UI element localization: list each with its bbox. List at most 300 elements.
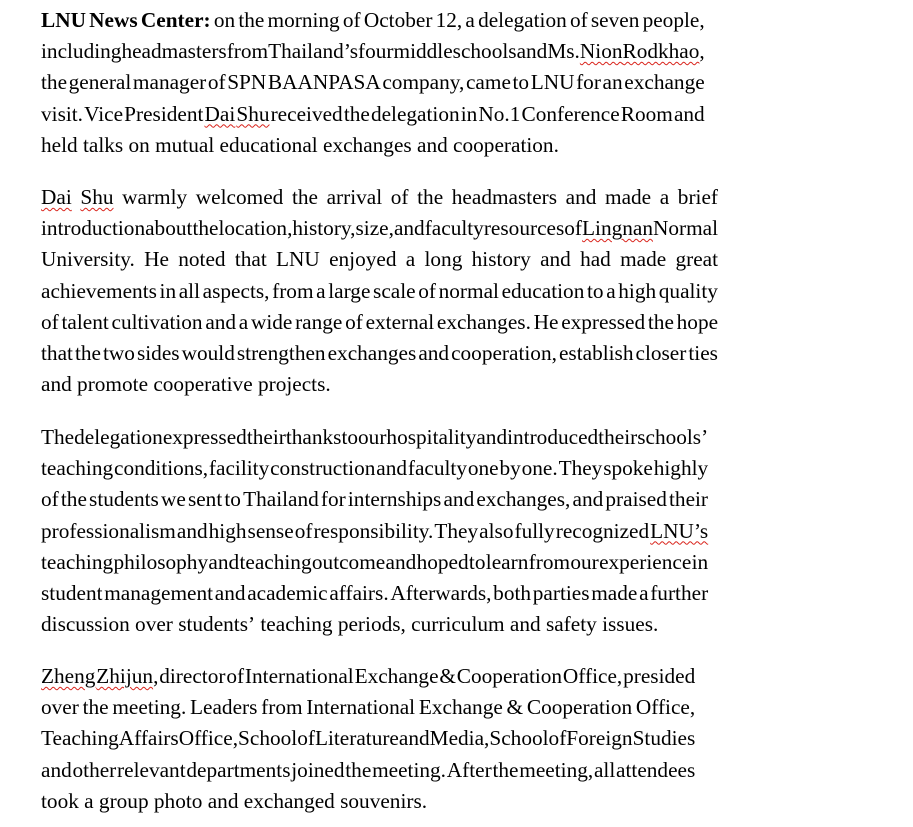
word bbox=[177, 516, 208, 547]
word bbox=[417, 182, 443, 213]
word bbox=[639, 578, 648, 609]
word-text: Office, bbox=[562, 664, 623, 688]
word-text: made bbox=[605, 185, 652, 209]
text-line bbox=[41, 244, 718, 275]
word-text: a bbox=[316, 278, 326, 303]
word bbox=[41, 276, 157, 307]
word-text: teaching bbox=[260, 612, 333, 637]
word-text: facility bbox=[208, 456, 270, 481]
word bbox=[344, 99, 370, 130]
word bbox=[476, 484, 570, 515]
word bbox=[306, 692, 415, 723]
word-text: that bbox=[234, 247, 267, 272]
word bbox=[244, 786, 335, 817]
word-text: photo bbox=[153, 788, 203, 813]
word-text: on bbox=[213, 8, 236, 32]
word bbox=[478, 99, 520, 130]
word-text: from bbox=[226, 39, 269, 64]
word-text: introduction bbox=[41, 216, 146, 241]
word bbox=[41, 786, 79, 817]
word bbox=[356, 213, 394, 244]
word bbox=[443, 484, 474, 515]
word-text: on bbox=[128, 132, 150, 157]
text-line bbox=[41, 786, 695, 817]
word bbox=[239, 547, 311, 578]
word bbox=[399, 723, 430, 754]
word-text: history bbox=[471, 247, 531, 272]
word-text: one bbox=[467, 456, 499, 481]
word-text: a bbox=[238, 309, 249, 334]
word-text: group bbox=[98, 788, 149, 813]
word-text: exchanges bbox=[327, 340, 417, 365]
word-text: professionalism bbox=[41, 518, 176, 543]
word bbox=[316, 276, 325, 307]
word-text: to bbox=[468, 549, 486, 574]
word bbox=[41, 99, 83, 130]
word-text: attendees bbox=[616, 757, 696, 782]
word-text: morning bbox=[267, 8, 340, 32]
word-text: middle bbox=[393, 39, 453, 64]
word bbox=[546, 609, 597, 640]
word-text: Room bbox=[620, 101, 673, 126]
word-text: meeting, bbox=[519, 757, 594, 782]
word bbox=[160, 276, 177, 307]
text-line bbox=[41, 213, 718, 244]
text-line bbox=[41, 67, 705, 98]
word-text: a bbox=[84, 788, 94, 813]
word-text: Rodkhao bbox=[622, 39, 700, 64]
word bbox=[522, 99, 620, 130]
word bbox=[245, 661, 354, 692]
word bbox=[436, 5, 463, 36]
word-text: of bbox=[418, 278, 436, 303]
word-text: the bbox=[647, 309, 674, 334]
word-text: schools bbox=[452, 39, 517, 64]
word-text: and bbox=[176, 518, 208, 543]
word bbox=[406, 244, 415, 275]
word-text: scale bbox=[373, 278, 416, 303]
word bbox=[493, 578, 531, 609]
word-text: director bbox=[159, 664, 226, 688]
word bbox=[507, 692, 524, 723]
word-text: cooperative bbox=[153, 372, 253, 397]
word-text: LNU bbox=[41, 8, 86, 32]
text-line bbox=[41, 692, 695, 723]
word-text: outcome bbox=[311, 549, 386, 574]
word bbox=[258, 369, 331, 400]
word bbox=[196, 182, 284, 213]
word bbox=[41, 36, 121, 67]
word-text: hoped bbox=[416, 549, 469, 574]
word bbox=[527, 692, 632, 723]
word-text: Lingnan bbox=[582, 216, 653, 241]
word bbox=[208, 67, 226, 98]
word-text: student bbox=[41, 580, 103, 605]
word-text: periods, bbox=[337, 612, 406, 637]
word bbox=[327, 182, 383, 213]
word-text: praised bbox=[605, 487, 667, 512]
word bbox=[418, 276, 436, 307]
word bbox=[587, 276, 604, 307]
word bbox=[408, 453, 467, 484]
word bbox=[41, 307, 59, 338]
word bbox=[603, 67, 623, 98]
word bbox=[623, 661, 695, 692]
word bbox=[461, 99, 478, 130]
word bbox=[549, 723, 567, 754]
word-text: Ms. bbox=[547, 39, 580, 64]
word bbox=[373, 276, 416, 307]
word-text: and bbox=[385, 549, 417, 574]
word-text: & bbox=[506, 695, 524, 720]
word-text: by bbox=[499, 456, 521, 481]
word-text: education bbox=[501, 278, 585, 303]
word-text: of bbox=[564, 216, 583, 241]
word-text: and bbox=[418, 340, 450, 365]
word bbox=[73, 755, 117, 786]
word-text: teaching bbox=[41, 549, 114, 574]
word-text: enjoyed bbox=[329, 247, 397, 272]
word-text: our bbox=[570, 549, 599, 574]
word-text: from bbox=[272, 278, 314, 303]
word bbox=[430, 723, 490, 754]
word-text: promote bbox=[77, 372, 149, 397]
word-text: sent bbox=[187, 487, 223, 512]
word bbox=[517, 36, 548, 67]
word bbox=[163, 422, 247, 453]
word-text: academic bbox=[247, 580, 328, 605]
word bbox=[155, 130, 214, 161]
word bbox=[489, 723, 548, 754]
word bbox=[137, 338, 180, 369]
word-text: cooperation. bbox=[453, 132, 559, 157]
word bbox=[547, 36, 580, 67]
word-text: from bbox=[261, 695, 303, 720]
word bbox=[502, 276, 585, 307]
word bbox=[364, 5, 433, 36]
word-text: talks bbox=[82, 132, 124, 157]
word bbox=[540, 244, 571, 275]
word bbox=[507, 422, 598, 453]
word-text: They bbox=[434, 518, 479, 543]
word bbox=[89, 5, 138, 36]
word-text: schools’ bbox=[637, 425, 709, 449]
word-text: including bbox=[41, 39, 122, 64]
word bbox=[292, 213, 355, 244]
word bbox=[650, 578, 708, 609]
spelling-flagged-word bbox=[650, 516, 708, 547]
word bbox=[479, 516, 513, 547]
word-text: to bbox=[512, 70, 530, 95]
word bbox=[688, 338, 718, 369]
word-text: News bbox=[89, 8, 138, 32]
word-text: sides bbox=[136, 340, 180, 365]
word-text: and bbox=[208, 549, 240, 574]
word-text: had bbox=[580, 247, 611, 272]
word bbox=[394, 36, 453, 67]
word-text: achievements bbox=[41, 278, 157, 303]
word bbox=[270, 453, 375, 484]
word-text: over bbox=[135, 612, 173, 637]
word-text: the bbox=[492, 757, 519, 782]
word bbox=[606, 276, 615, 307]
word-text: arrival bbox=[326, 185, 383, 209]
text-line bbox=[41, 182, 718, 213]
word-text: and bbox=[214, 580, 246, 605]
word bbox=[218, 213, 292, 244]
word-text: They bbox=[558, 456, 603, 481]
word bbox=[182, 338, 235, 369]
word-text: their bbox=[669, 487, 709, 512]
word-text: mutual bbox=[155, 132, 215, 157]
word bbox=[616, 755, 695, 786]
word-text: other bbox=[72, 757, 117, 782]
word bbox=[220, 130, 318, 161]
word bbox=[411, 609, 504, 640]
word-text: hope bbox=[676, 309, 719, 334]
word-text: School bbox=[238, 726, 298, 751]
word bbox=[605, 182, 651, 213]
word-text: experience bbox=[599, 549, 692, 574]
word bbox=[114, 453, 208, 484]
word bbox=[486, 547, 529, 578]
word bbox=[570, 5, 588, 36]
word bbox=[89, 484, 159, 515]
word-text: Thailand bbox=[243, 487, 319, 512]
word bbox=[372, 755, 446, 786]
word bbox=[124, 99, 203, 130]
word-text: resources bbox=[483, 216, 565, 241]
word-text: expressed bbox=[561, 309, 646, 334]
word bbox=[499, 453, 520, 484]
word-text: International bbox=[244, 664, 354, 688]
word bbox=[61, 307, 108, 338]
word-text: management bbox=[104, 580, 214, 605]
word-text: exchange bbox=[624, 70, 705, 95]
word bbox=[247, 422, 286, 453]
word-text: & bbox=[439, 664, 456, 688]
word-text: also bbox=[479, 518, 514, 543]
text-line bbox=[41, 130, 705, 161]
word-text: of bbox=[41, 309, 59, 334]
text-line bbox=[41, 453, 708, 484]
word-text: headmasters bbox=[121, 39, 227, 64]
word-text: high bbox=[208, 518, 247, 543]
word-text: students bbox=[89, 487, 159, 512]
word-text: brief bbox=[677, 185, 718, 209]
word bbox=[112, 307, 203, 338]
word-text: talent bbox=[61, 309, 109, 334]
word-text: Office, bbox=[635, 695, 696, 720]
word bbox=[227, 67, 266, 98]
word-text: in bbox=[460, 101, 478, 126]
word bbox=[41, 755, 72, 786]
word-text: recognized bbox=[555, 518, 650, 543]
text-line bbox=[41, 723, 695, 754]
word bbox=[566, 723, 632, 754]
word-text: to bbox=[341, 425, 359, 449]
word-text: Office, bbox=[178, 726, 239, 751]
word-text: parties bbox=[532, 580, 590, 605]
word bbox=[659, 276, 718, 307]
word-text: the bbox=[82, 695, 109, 720]
word-text: SPN bbox=[227, 70, 267, 95]
word bbox=[529, 547, 570, 578]
word bbox=[186, 755, 290, 786]
word bbox=[69, 67, 132, 98]
word-text: a bbox=[465, 8, 475, 32]
word bbox=[452, 182, 557, 213]
word bbox=[74, 422, 163, 453]
word bbox=[591, 5, 640, 36]
word-text: delegation bbox=[74, 425, 163, 449]
word-text: presided bbox=[623, 664, 696, 688]
word-text: of bbox=[297, 726, 315, 751]
word bbox=[637, 422, 708, 453]
word bbox=[203, 276, 270, 307]
word-text: seven bbox=[590, 8, 640, 32]
word-text: and bbox=[673, 101, 705, 126]
word-text: the bbox=[60, 487, 87, 512]
word bbox=[621, 99, 673, 130]
word bbox=[355, 661, 439, 692]
word bbox=[159, 661, 225, 692]
word bbox=[268, 5, 340, 36]
word-text: the bbox=[417, 185, 444, 209]
word bbox=[41, 547, 113, 578]
word bbox=[112, 692, 186, 723]
word bbox=[382, 67, 464, 98]
word-text: expressed bbox=[162, 425, 247, 449]
word-text: and bbox=[207, 788, 239, 813]
word-text: responsibility. bbox=[313, 518, 434, 543]
word-text: all bbox=[593, 757, 616, 782]
word-text: 12, bbox=[435, 8, 463, 32]
word-text: to bbox=[586, 278, 604, 303]
word bbox=[366, 307, 435, 338]
word-text: Affairs bbox=[118, 726, 179, 751]
word bbox=[468, 453, 499, 484]
word-text: we bbox=[160, 487, 186, 512]
word bbox=[295, 307, 342, 338]
word-text: issues. bbox=[602, 612, 659, 637]
word bbox=[119, 723, 179, 754]
word bbox=[437, 307, 531, 338]
word-text: noted bbox=[178, 247, 226, 272]
word bbox=[570, 547, 598, 578]
word-text: of bbox=[41, 487, 59, 512]
word bbox=[41, 422, 74, 453]
text-line bbox=[41, 516, 708, 547]
word-text: normal bbox=[438, 278, 499, 303]
word bbox=[239, 307, 248, 338]
word-text: received bbox=[270, 101, 343, 126]
word bbox=[580, 244, 611, 275]
word bbox=[235, 244, 267, 275]
word-text: for bbox=[320, 487, 346, 512]
word-text: learn bbox=[485, 549, 529, 574]
word bbox=[624, 67, 704, 98]
word bbox=[561, 307, 645, 338]
word bbox=[390, 578, 491, 609]
word bbox=[41, 609, 130, 640]
word-text: LNU bbox=[276, 247, 320, 272]
word bbox=[636, 692, 695, 723]
word-text: Vice bbox=[84, 101, 124, 126]
word-text: long bbox=[424, 247, 463, 272]
word bbox=[99, 786, 149, 817]
word-text: and bbox=[509, 612, 541, 637]
word-text: high bbox=[618, 278, 657, 303]
word bbox=[121, 36, 226, 67]
word-text: Dai bbox=[41, 185, 72, 209]
word-text: Leaders bbox=[190, 695, 258, 720]
word bbox=[41, 516, 176, 547]
word bbox=[41, 484, 59, 515]
punctuation: , bbox=[153, 664, 159, 688]
word-text: of bbox=[548, 726, 567, 751]
word bbox=[425, 213, 484, 244]
word bbox=[484, 213, 564, 244]
word bbox=[41, 692, 79, 723]
word bbox=[178, 244, 225, 275]
word bbox=[237, 338, 326, 369]
word-text: Shu bbox=[80, 185, 114, 209]
text-line bbox=[41, 484, 708, 515]
word bbox=[272, 276, 313, 307]
word bbox=[247, 578, 327, 609]
word-text: International bbox=[306, 695, 416, 720]
word-text: held bbox=[41, 132, 78, 157]
word bbox=[208, 786, 239, 817]
word bbox=[295, 516, 313, 547]
spelling-flagged-word bbox=[80, 182, 113, 213]
spelling-flagged-word bbox=[41, 661, 95, 692]
word bbox=[439, 661, 456, 692]
spelling-flagged-word bbox=[205, 99, 236, 130]
word-text: and bbox=[41, 757, 72, 782]
word bbox=[620, 244, 666, 275]
word bbox=[643, 5, 705, 36]
word bbox=[345, 307, 363, 338]
word bbox=[469, 547, 486, 578]
word-text: students’ bbox=[178, 612, 256, 637]
word-text: both bbox=[493, 580, 532, 605]
word bbox=[190, 692, 257, 723]
word bbox=[188, 484, 222, 515]
word-text: great bbox=[675, 247, 719, 272]
word-text: two bbox=[103, 340, 135, 365]
word-text: No.1 bbox=[478, 101, 521, 126]
word-text: University. bbox=[41, 247, 135, 272]
word-text: Center: bbox=[140, 8, 211, 32]
word bbox=[522, 453, 558, 484]
word bbox=[669, 484, 708, 515]
word bbox=[209, 516, 247, 547]
word-text: the bbox=[345, 757, 372, 782]
word bbox=[104, 578, 213, 609]
word bbox=[328, 338, 417, 369]
word bbox=[271, 99, 343, 130]
word-text: a bbox=[405, 247, 416, 272]
word-text: meeting. bbox=[372, 757, 446, 782]
word-text: all bbox=[178, 278, 201, 303]
word bbox=[605, 484, 667, 515]
word-text: the bbox=[291, 185, 318, 209]
word bbox=[251, 307, 292, 338]
word-text: quality bbox=[658, 278, 718, 303]
word bbox=[376, 453, 407, 484]
